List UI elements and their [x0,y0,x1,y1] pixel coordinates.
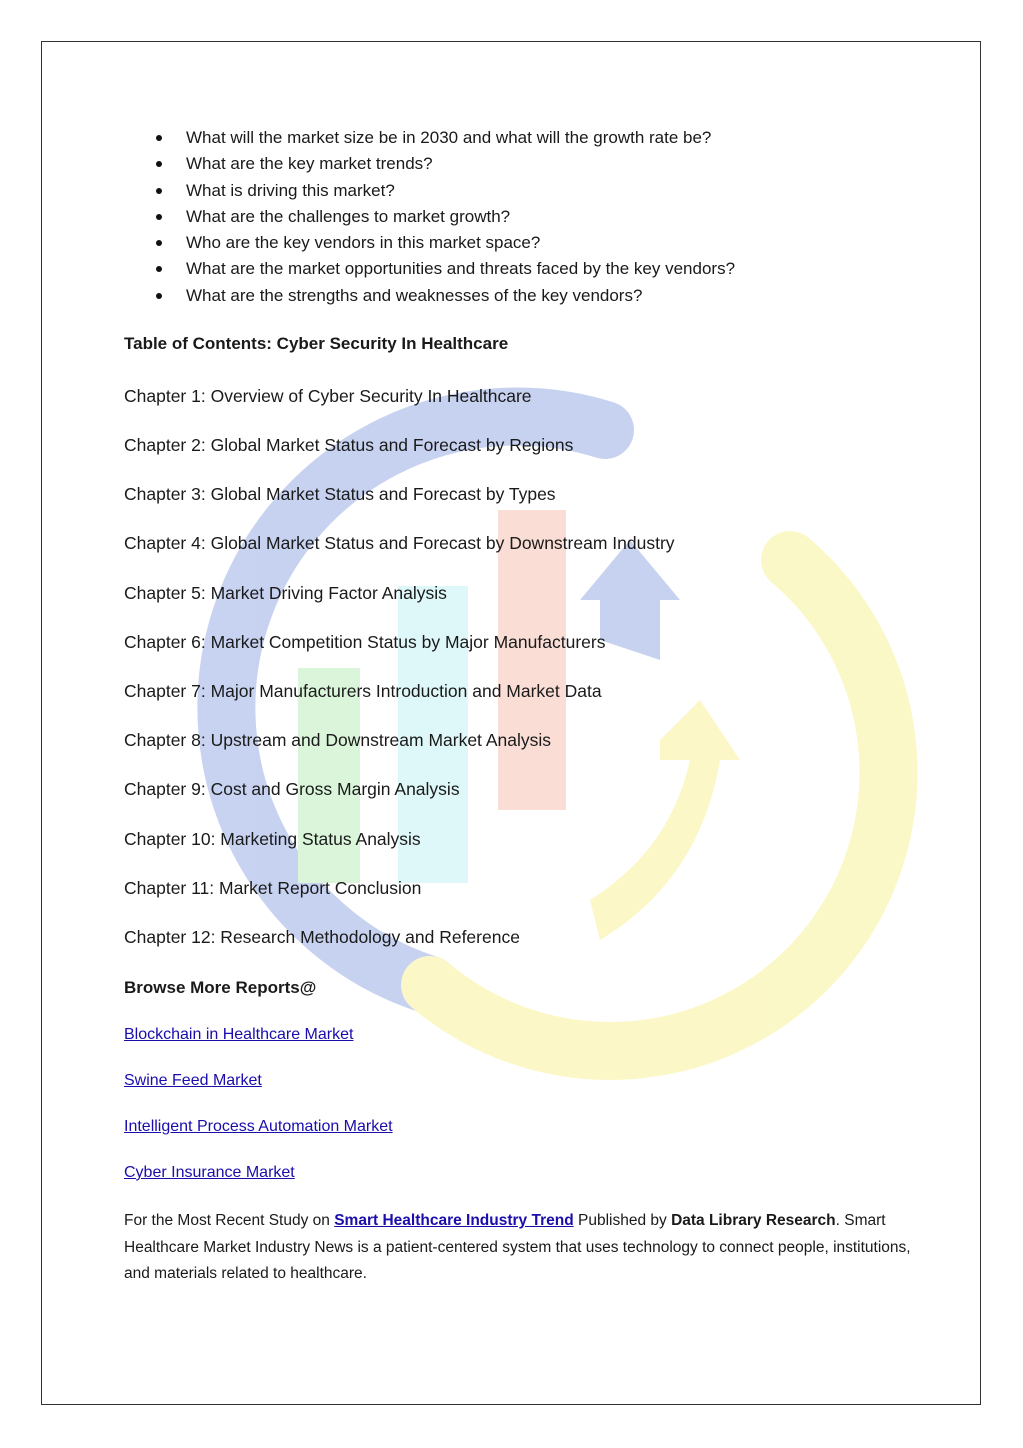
chapter-8: Chapter 8: Upstream and Downstream Market Analysis [124,730,551,750]
chapter-11: Chapter 11: Market Report Conclusion [124,878,422,898]
list-item: What are the challenges to market growth? [124,204,964,230]
chapter-6: Chapter 6: Market Competition Status by Major Manufacturers [124,632,606,652]
chapter-7: Chapter 7: Major Manufacturers Introduction and Market Data [124,681,602,701]
report-link-swine-feed[interactable]: Swine Feed Market [124,1072,262,1089]
list-item: Who are the key vendors in this market space? [124,230,964,256]
publisher-name: Data Library Research [671,1212,836,1229]
list-item: What are the market opportunities and threats faced by the key vendors? [124,256,964,282]
toc-heading: Table of Contents: Cyber Security In Healthcare [124,334,509,353]
chapter-9: Chapter 9: Cost and Gross Margin Analysis [124,779,460,799]
report-link-blockchain[interactable]: Blockchain in Healthcare Market [124,1026,354,1043]
footer-description: Smart Healthcare Market Industry News is a patient-centered system that uses technology to connect people, institutions, and materials related to healthcare. [124,1212,911,1282]
footer-middle: Published by [573,1212,672,1229]
report-link-process-automation[interactable]: Intelligent Process Automation Market [124,1118,393,1135]
list-item: What are the key market trends? [124,151,964,177]
chapter-12: Chapter 12: Research Methodology and Reference [124,927,520,947]
question-list [124,125,964,309]
chapter-10: Chapter 10: Marketing Status Analysis [124,829,421,849]
chapter-2: Chapter 2: Global Market Status and Forecast by Regions [124,435,574,455]
footer-prefix: For the Most Recent Study on [124,1212,335,1229]
chapter-4: Chapter 4: Global Market Status and Forecast by Downstream Industry [124,533,675,553]
chapter-3: Chapter 3: Global Market Status and Forecast by Types [124,484,556,504]
smart-healthcare-link[interactable]: Smart Healthcare Industry Trend [334,1212,574,1229]
list-item: What is driving this market? [124,178,964,204]
list-item: What will the market size be in 2030 and what will the growth rate be? [124,125,964,151]
report-link-cyber-insurance[interactable]: Cyber Insurance Market [124,1164,295,1181]
browse-heading: Browse More Reports@ [124,978,317,997]
list-item: What are the strengths and weaknesses of the key vendors? [124,283,964,309]
footer-paragraph [124,1208,914,1288]
footer-period: . [835,1212,840,1229]
chapter-5: Chapter 5: Market Driving Factor Analysis [124,583,447,603]
chapter-1: Chapter 1: Overview of Cyber Security In Healthcare [124,386,532,406]
